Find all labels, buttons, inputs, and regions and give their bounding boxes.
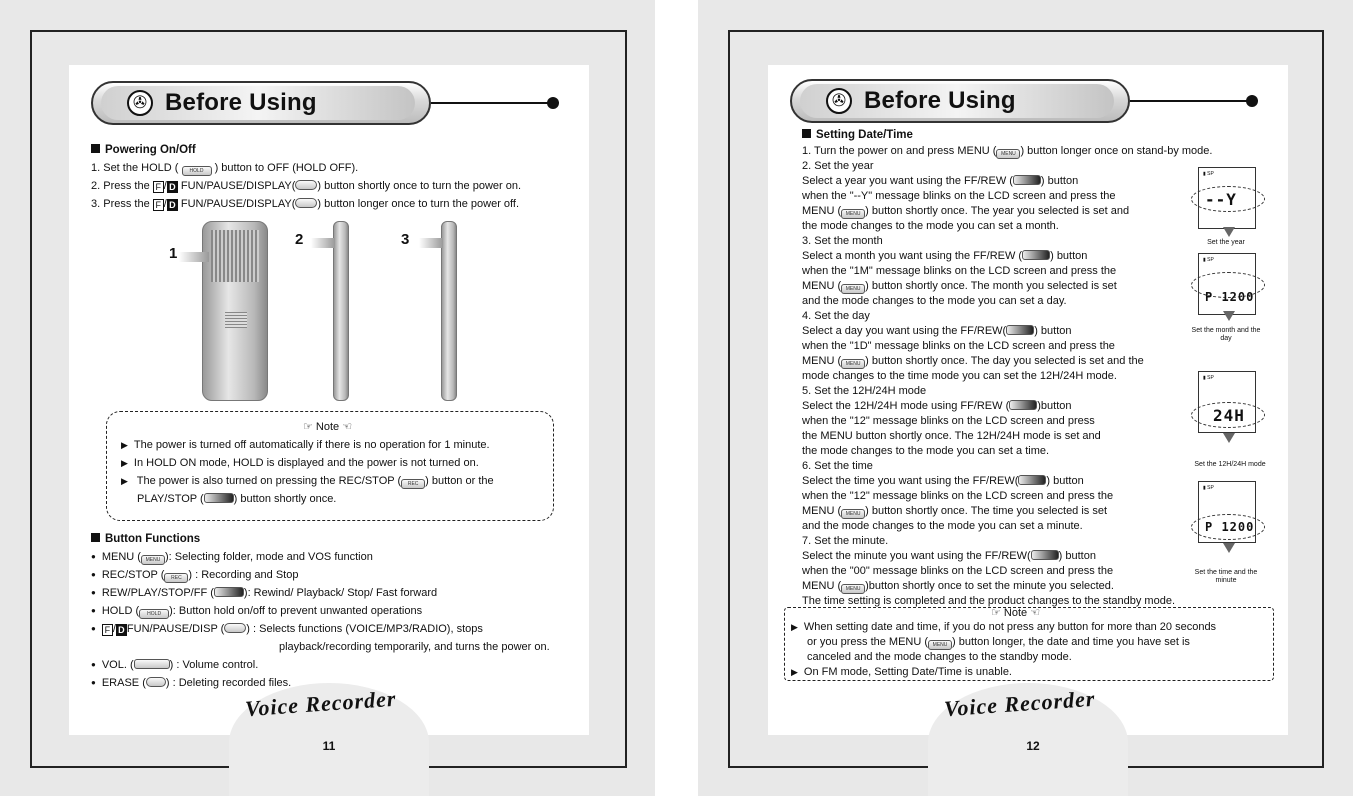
- lcd-12h-24h: [1198, 371, 1256, 433]
- recorder-side-illustration-2: [333, 221, 349, 401]
- menu-button-icon: MENU: [841, 359, 865, 369]
- arrow-3: [419, 238, 443, 248]
- text: REC/STOP (: [101, 569, 165, 581]
- down-arrow-icon: [1223, 433, 1235, 443]
- text: 1. Set the HOLD (: [91, 162, 179, 174]
- rew-ff-button-icon: [1013, 175, 1041, 185]
- step-3-line: [802, 249, 1087, 263]
- text: MENU (: [802, 505, 842, 517]
- text: ) button shortly once to turn the power on.: [317, 180, 522, 192]
- text: ) button shortly once. The month you selected is set: [865, 280, 1117, 292]
- lcd-caption: Set the 12H/24H mode: [1194, 461, 1266, 468]
- fun-button-icon: [295, 198, 317, 208]
- text: )button: [1037, 400, 1072, 412]
- figure-label-1: 1: [169, 245, 178, 262]
- text: ) button longer once to turn the power off.: [317, 198, 519, 210]
- step-7-line: [802, 579, 1114, 594]
- rew-ff-button-icon: [1009, 400, 1037, 410]
- left-page-spread: [0, 0, 655, 796]
- text: 1. Turn the power on and press MENU (: [802, 145, 997, 157]
- note-title: ☞ Note ☜: [303, 421, 353, 433]
- header-rule-dot: [547, 97, 559, 109]
- figure-label-2: 2: [295, 231, 304, 248]
- step-7-line: [802, 549, 1096, 563]
- text: ) : Selects functions (VOICE/MP3/RADIO), stops: [246, 623, 483, 635]
- note-box: [106, 411, 554, 521]
- step-6-line: when the "12" message blinks on the LCD screen and press the: [802, 490, 1114, 502]
- erase-button-icon: [146, 677, 166, 687]
- down-arrow-icon: [1223, 311, 1235, 321]
- lcd-readout: 24H: [1213, 406, 1245, 425]
- lcd-time-minute: [1198, 481, 1256, 543]
- note-title: ☞ Note ☜: [991, 607, 1041, 619]
- page-header: [91, 81, 431, 125]
- text: Select the minute you want using the FF/REW(: [802, 550, 1031, 562]
- text: FUN/PAUSE/DISPLAY(: [180, 198, 296, 210]
- header-rule-dot: [1246, 95, 1258, 107]
- text: )button shortly once to set the minute you selected.: [865, 580, 1114, 592]
- text: ): Button hold on/off to prevent unwanted operations: [169, 605, 423, 617]
- note-item-cont: [807, 635, 1190, 650]
- volume-button-icon: [134, 659, 170, 669]
- powering-step-1: [91, 161, 358, 176]
- lcd-caption: Set the month and the day: [1191, 327, 1261, 342]
- text: ) button longer, the date and time you have set is: [952, 636, 1190, 648]
- button-fn-fun-cont: playback/recording temporarily, and turns the power on.: [279, 641, 550, 653]
- recorder-side-illustration-3: [441, 221, 457, 401]
- text: ) button shortly once.: [233, 493, 337, 505]
- step-3-line: when the "1M" message blinks on the LCD screen and press the: [802, 265, 1117, 277]
- text: VOL. (: [101, 659, 134, 671]
- text: MENU (: [802, 205, 842, 217]
- text: Select the time you want using the FF/REW(: [802, 475, 1019, 487]
- text: REW/PLAY/STOP/FF (: [101, 587, 214, 599]
- button-fn-fun: ● F / D FUN/PAUSE/DISP ( ) : Selects functions (VOICE/MP3/RADIO), stops: [91, 622, 483, 636]
- footer-logo-text: Voice Recorder: [244, 685, 398, 722]
- right-page: [768, 65, 1288, 753]
- note-box: [784, 607, 1274, 681]
- step-5-title: 5. Set the 12H/24H mode: [802, 385, 927, 397]
- text: HOLD (: [101, 605, 140, 617]
- recorder-front-illustration: [202, 221, 268, 401]
- note-item: ▶ When setting date and time, if you do not press any button for more than 20 seconds: [791, 620, 1216, 634]
- text: MENU (: [802, 580, 842, 592]
- button-fn-menu: [91, 550, 373, 565]
- speaker-grille: [211, 230, 259, 282]
- lcd-month-day: [1198, 253, 1256, 315]
- text: ) button: [1046, 475, 1084, 487]
- step-3-line: and the mode changes to the mode you can set a day.: [802, 295, 1067, 307]
- lcd-caption: Set the time and the minute: [1194, 569, 1258, 584]
- button-fn-rec: [91, 568, 298, 583]
- right-page-frame: [728, 30, 1324, 768]
- rew-ff-button-icon: [214, 587, 244, 597]
- down-arrow-icon: [1223, 543, 1235, 553]
- menu-button-icon: MENU: [141, 555, 165, 565]
- text: Select a day you want using the FF/REW(: [802, 325, 1007, 337]
- text: ) : Volume control.: [169, 659, 259, 671]
- menu-button-icon: MENU: [996, 149, 1020, 159]
- menu-button-icon: MENU: [841, 584, 865, 594]
- button-fn-hold: [91, 604, 422, 619]
- rew-ff-button-icon: [1031, 550, 1059, 560]
- text: ) button to OFF (HOLD OFF).: [214, 162, 359, 174]
- arrow-1: [179, 252, 209, 262]
- text: Note: [1003, 607, 1028, 619]
- step-4-line: when the "1D" message blinks on the LCD screen and press the: [802, 340, 1115, 352]
- step-2-line: [802, 204, 1129, 219]
- text: ) : Deleting recorded files.: [165, 677, 292, 689]
- text: ERASE (: [101, 677, 146, 689]
- text: ) : Recording and Stop: [188, 569, 299, 581]
- text: MENU (: [802, 355, 842, 367]
- menu-button-icon: MENU: [841, 209, 865, 219]
- rec-button-icon: REC: [164, 573, 188, 583]
- step-5-line: [802, 399, 1072, 413]
- step-1: [802, 144, 1212, 159]
- button-fn-erase: [91, 676, 291, 690]
- f-key-icon: F: [153, 181, 164, 193]
- d-key-icon: D: [116, 624, 127, 636]
- text: ): Rewind/ Playback/ Stop/ Fast forward: [243, 587, 438, 599]
- lcd-readout: P 1200: [1205, 290, 1255, 304]
- step-3-line: [802, 279, 1117, 294]
- step-2-title: 2. Set the year: [802, 160, 874, 172]
- header-rule: [1130, 100, 1250, 102]
- text: FUN/PAUSE/DISP (: [126, 623, 225, 635]
- text: The power is also turned on pressing the REC/STOP (: [136, 475, 402, 487]
- text: ) button: [1040, 175, 1079, 187]
- text: 3. Press the: [91, 198, 150, 210]
- lcd-status: ▮ SP: [1203, 171, 1214, 177]
- step-6-line: [802, 474, 1084, 488]
- menu-button-icon: MENU: [841, 509, 865, 519]
- step-7-line: when the "00" message blinks on the LCD screen and press the: [802, 565, 1114, 577]
- page-number: 11: [322, 739, 336, 753]
- lcd-year: [1198, 167, 1256, 229]
- page-number: 12: [1026, 739, 1040, 753]
- hold-button-icon: HOLD: [182, 166, 212, 176]
- text: Select the 12H/24H mode using FF/REW (: [802, 400, 1010, 412]
- note-item: ▶ In HOLD ON mode, HOLD is displayed and the power is not turned on.: [121, 456, 479, 470]
- button-fn-vol: [91, 658, 258, 672]
- lcd-status: ▮ SP: [1203, 257, 1214, 263]
- text: PLAY/STOP (: [137, 493, 204, 505]
- text: MENU (: [101, 551, 141, 563]
- step-5-line: the mode changes to the mode you can set a time.: [802, 445, 1050, 457]
- step-5-line: the MENU button shortly once. The 12H/24H mode is set and: [802, 430, 1101, 442]
- note-item: [121, 474, 494, 489]
- text: ): Selecting folder, mode and VOS function: [164, 551, 373, 563]
- f-key-icon: F: [153, 199, 164, 211]
- text: MENU (: [802, 280, 842, 292]
- step-4-title: 4. Set the day: [802, 310, 870, 322]
- arrow-2: [311, 238, 335, 248]
- note-item: ▶ On FM mode, Setting Date/Time is unable.: [791, 665, 1012, 679]
- down-arrow-icon: [1223, 227, 1235, 237]
- page-title: Before Using: [165, 89, 317, 116]
- step-4-line: mode changes to the time mode you can set the 12H/24H mode.: [802, 370, 1117, 382]
- step-2-line: [802, 174, 1078, 188]
- step-8-line: The time setting is completed and the product changes to the standby mode.: [802, 595, 1176, 607]
- step-6-line: [802, 504, 1107, 519]
- powering-step-2: 2. Press the F / D FUN/PAUSE/DISPLAY( ) button shortly once to turn the power on.: [91, 180, 522, 192]
- text: Note: [315, 421, 340, 433]
- figure-label-3: 3: [401, 231, 410, 248]
- step-4-line: [802, 354, 1144, 369]
- text: Select a year you want using the FF/REW (: [802, 175, 1013, 187]
- rew-ff-button-icon: [1006, 325, 1034, 335]
- lcd-readout: --Y: [1205, 190, 1237, 209]
- hold-button-icon: HOLD: [139, 609, 169, 619]
- page-title: Before Using: [864, 87, 1016, 114]
- text: Select a month you want using the FF/REW (: [802, 250, 1023, 262]
- step-3-title: 3. Set the month: [802, 235, 883, 247]
- text: ) button: [1050, 250, 1088, 262]
- mic-grille: [225, 312, 247, 328]
- rec-button-icon: REC: [401, 479, 425, 489]
- lcd-status: ▮ SP: [1203, 485, 1214, 491]
- text: FUN/PAUSE/DISPLAY(: [180, 180, 296, 192]
- d-key-icon: D: [167, 199, 178, 211]
- text: ) button: [1058, 550, 1096, 562]
- text: ) button shortly once. The year you selected is set and: [865, 205, 1130, 217]
- rew-ff-button-icon: [204, 493, 234, 503]
- rew-ff-button-icon: [1022, 250, 1050, 260]
- text: 2. Press the: [91, 180, 150, 192]
- text: or you press the MENU (: [807, 636, 929, 648]
- menu-button-icon: MENU: [841, 284, 865, 294]
- right-page-spread: [698, 0, 1353, 796]
- text: ) button shortly once. The time you selected is set: [865, 505, 1108, 517]
- header-rule: [431, 102, 551, 104]
- step-7-title: 7. Set the minute.: [802, 535, 889, 547]
- step-6-line: and the mode changes to the mode you can set a minute.: [802, 520, 1083, 532]
- f-key-icon: F: [102, 624, 113, 636]
- note-item-cont: canceled and the mode changes to the standby mode.: [807, 651, 1072, 663]
- text: ) button longer once on stand-by mode.: [1020, 145, 1213, 157]
- lcd-readout: P 1200: [1205, 520, 1255, 534]
- d-key-icon: D: [167, 181, 178, 193]
- step-5-line: when the "12" message blinks on the LCD screen and press: [802, 415, 1095, 427]
- section-heading-date-time: Setting Date/Time: [802, 129, 913, 141]
- lcd-caption: Set the year: [1207, 239, 1245, 246]
- lcd-status: ▮ SP: [1203, 375, 1214, 381]
- fan-icon: ✇: [127, 90, 153, 116]
- fan-icon: ✇: [826, 88, 852, 114]
- section-heading-powering: Powering On/Off: [91, 144, 196, 156]
- section-heading-buttons: Button Functions: [91, 533, 200, 545]
- rew-ff-button-icon: [1018, 475, 1046, 485]
- text: ) button shortly once. The day you selected is set and the: [865, 355, 1144, 367]
- powering-step-3: 3. Press the F / D FUN/PAUSE/DISPLAY( ) button longer once to turn the power off.: [91, 198, 519, 210]
- menu-button-icon: MENU: [928, 640, 952, 650]
- text: ) button: [1034, 325, 1072, 337]
- fun-button-icon: [295, 180, 317, 190]
- note-item: ▶ The power is turned off automatically if there is no operation for 1 minute.: [121, 438, 490, 452]
- left-page-frame: [30, 30, 627, 768]
- step-4-line: [802, 324, 1072, 338]
- button-fn-rew: [91, 586, 437, 600]
- note-item-cont: [137, 492, 336, 506]
- step-2-line: the mode changes to the mode you can set a month.: [802, 220, 1059, 232]
- step-2-line: when the "--Y" message blinks on the LCD screen and press the: [802, 190, 1116, 202]
- footer-logo-text: Voice Recorder: [943, 685, 1097, 722]
- fun-button-icon: [224, 623, 246, 633]
- gutter: [655, 0, 698, 796]
- text: ) button or the: [425, 475, 494, 487]
- page-header: [790, 79, 1130, 123]
- step-6-title: 6. Set the time: [802, 460, 873, 472]
- left-page: [69, 65, 589, 753]
